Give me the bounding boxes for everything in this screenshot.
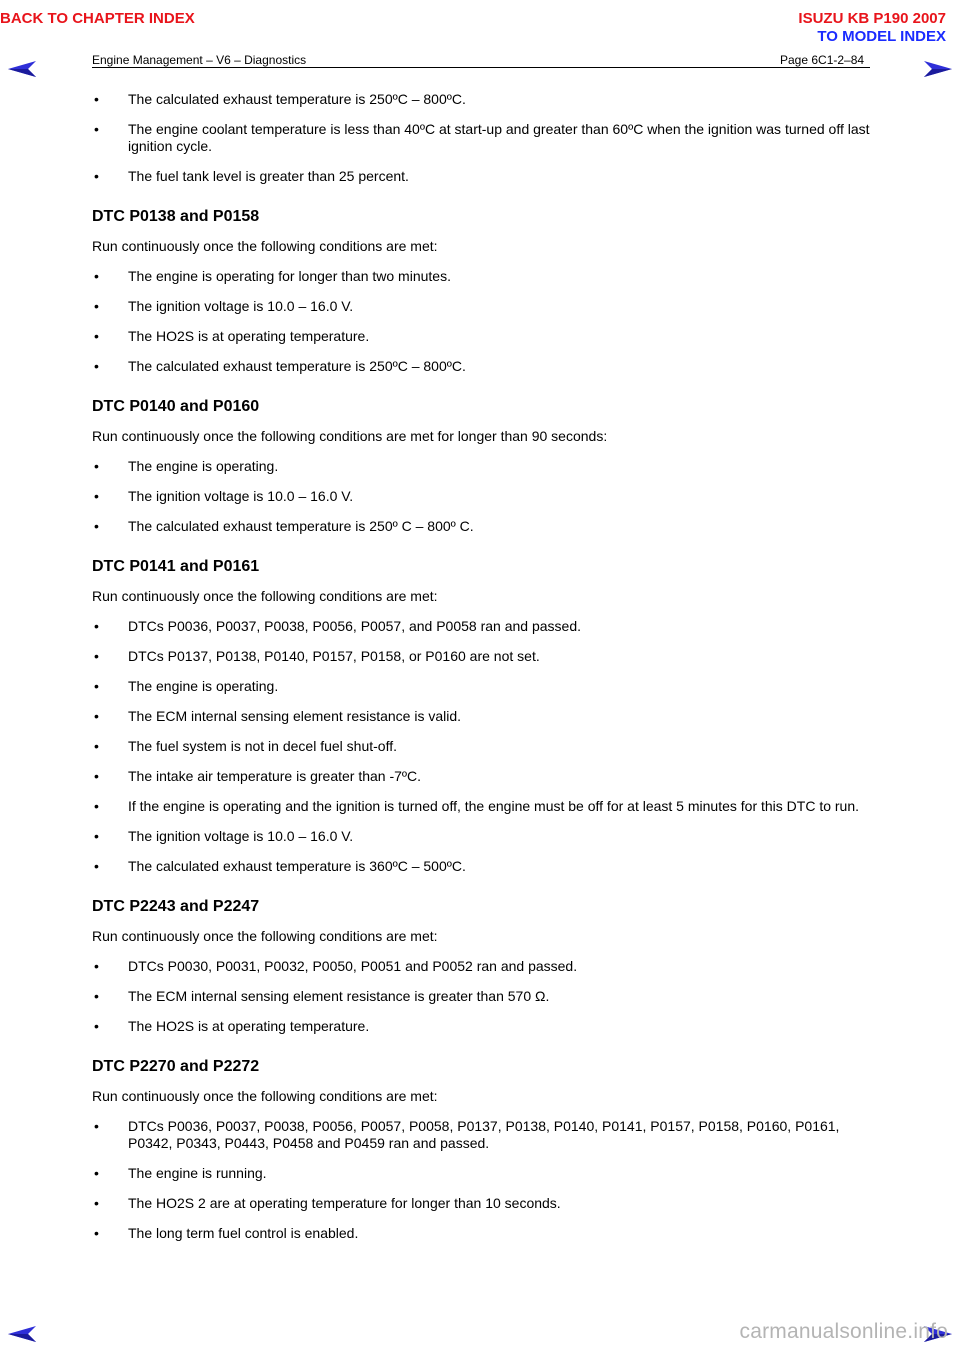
bullet-icon: • <box>94 618 99 634</box>
bullet-icon: • <box>94 168 99 184</box>
bullet-icon: • <box>94 328 99 344</box>
list-item <box>92 121 882 155</box>
section-dtc-p0140-p0160 <box>92 398 882 535</box>
bullet-icon: • <box>94 798 99 814</box>
model-title: ISUZU KB P190 2007 <box>798 10 946 27</box>
list-item <box>92 1018 882 1035</box>
list-item <box>92 708 882 725</box>
section-heading: DTC P2270 and P2272 <box>92 1058 260 1075</box>
list-item <box>92 828 882 845</box>
list-item <box>92 518 882 535</box>
list-item-text: The ECM internal sensing element resistance is valid. <box>128 708 462 724</box>
bullet-icon: • <box>94 1195 99 1211</box>
list-item-text: DTCs P0137, P0138, P0140, P0157, P0158, or P0160 are not set. <box>128 648 540 664</box>
list-item-text: The fuel tank level is greater than 25 percent. <box>128 168 409 184</box>
bullet-icon: • <box>94 828 99 844</box>
bullet-icon: • <box>94 298 99 314</box>
section-intro: Run continuously once the following conditions are met: <box>92 928 438 944</box>
section-heading: DTC P0141 and P0161 <box>92 558 260 575</box>
list-item <box>92 488 882 505</box>
section-dtc-p2270-p2272 <box>92 1058 882 1242</box>
bullet-icon: • <box>94 518 99 534</box>
bullet-icon: • <box>94 768 99 784</box>
running-header-title: Engine Management – V6 – Diagnostics <box>92 53 307 67</box>
top-bullet-list <box>92 91 882 185</box>
bullet-icon: • <box>94 488 99 504</box>
list-item-text: The fuel system is not in decel fuel shut-off. <box>128 738 397 754</box>
list-item <box>92 458 882 475</box>
list-item <box>92 168 882 185</box>
bullet-icon: • <box>94 678 99 694</box>
list-item <box>92 358 882 375</box>
list-item-text: The HO2S is at operating temperature. <box>128 1018 370 1034</box>
arrow-right-icon[interactable] <box>924 61 952 77</box>
watermark-text: carmanualsonline.info <box>739 1320 948 1343</box>
section-heading: DTC P2243 and P2247 <box>92 898 260 915</box>
header-rule <box>92 67 870 68</box>
bullet-icon: • <box>94 708 99 724</box>
list-item <box>92 91 882 108</box>
list-item-text: If the engine is operating and the ignition is turned off, the engine must be off for at least 5 minutes for this DTC to run. <box>128 798 860 814</box>
bullet-icon: • <box>94 1225 99 1241</box>
list-item-text: The engine is operating for longer than two minutes. <box>128 268 451 284</box>
section-intro: Run continuously once the following conditions are met: <box>92 588 438 604</box>
section-intro: Run continuously once the following conditions are met: <box>92 238 438 254</box>
section-dtc-p0138-p0158 <box>92 208 882 375</box>
list-item <box>92 1165 882 1182</box>
bullet-icon: • <box>94 988 99 1004</box>
list-item-text: The engine is operating. <box>128 458 279 474</box>
bullet-icon: • <box>94 1018 99 1034</box>
list-item <box>92 1225 882 1242</box>
section-dtc-p2243-p2247 <box>92 898 882 1035</box>
bullet-icon: • <box>94 121 99 137</box>
bullet-icon: • <box>94 738 99 754</box>
arrow-left-icon[interactable] <box>8 61 36 77</box>
bullet-icon: • <box>94 268 99 284</box>
list-item <box>92 678 882 695</box>
bullet-icon: • <box>94 458 99 474</box>
list-item-text: The HO2S is at operating temperature. <box>128 328 370 344</box>
list-item-text: The intake air temperature is greater than -7ºC. <box>128 768 422 784</box>
bullet-icon: • <box>94 1118 99 1134</box>
list-item <box>92 1195 882 1212</box>
list-item-text: The ignition voltage is 10.0 – 16.0 V. <box>128 488 354 504</box>
list-item <box>92 1118 882 1152</box>
section-heading: DTC P0138 and P0158 <box>92 208 260 225</box>
bullet-icon: • <box>94 958 99 974</box>
list-item-text: The engine is operating. <box>128 678 279 694</box>
list-item-text: The calculated exhaust temperature is 250ºC – 800ºC. <box>128 358 466 374</box>
section-intro: Run continuously once the following conditions are met: <box>92 1088 438 1104</box>
list-item-text: The calculated exhaust temperature is 250º C – 800º C. <box>128 518 474 534</box>
document-body <box>92 91 882 1255</box>
to-model-index-link[interactable]: TO MODEL INDEX <box>817 28 946 45</box>
bullet-icon: • <box>94 358 99 374</box>
list-item-text: The HO2S 2 are at operating temperature for longer than 10 seconds. <box>128 1195 561 1211</box>
bullet-icon: • <box>94 1165 99 1181</box>
list-item-text: The long term fuel control is enabled. <box>128 1225 359 1241</box>
page-number: Page 6C1-2–84 <box>780 53 865 67</box>
list-item-text: The ignition voltage is 10.0 – 16.0 V. <box>128 828 354 844</box>
list-item <box>92 858 882 875</box>
bullet-icon: • <box>94 648 99 664</box>
list-item <box>92 768 882 785</box>
model-index-block <box>798 10 946 46</box>
list-item <box>92 298 882 315</box>
section-intro: Run continuously once the following conditions are met for longer than 90 seconds: <box>92 428 608 444</box>
list-item-text: The ignition voltage is 10.0 – 16.0 V. <box>128 298 354 314</box>
list-item-text: DTCs P0030, P0031, P0032, P0050, P0051 and P0052 ran and passed. <box>128 958 578 974</box>
bullet-icon: • <box>94 91 99 107</box>
list-item <box>92 958 882 975</box>
list-item-text: DTCs P0036, P0037, P0038, P0056, P0057, P0058, P0137, P0138, P0140, P0141, P0157, P0158, P0160, P0161, P0342, P0343, P0443, P0458 and P0459 ran and passed. <box>128 1118 840 1151</box>
list-item-text: The calculated exhaust temperature is 250ºC – 800ºC. <box>128 91 466 107</box>
list-item-text: DTCs P0036, P0037, P0038, P0056, P0057, and P0058 ran and passed. <box>128 618 581 634</box>
list-item <box>92 268 882 285</box>
list-item-text: The ECM internal sensing element resistance is greater than 570 Ω. <box>128 988 550 1004</box>
arrow-left-icon[interactable] <box>8 1326 36 1342</box>
list-item <box>92 988 882 1005</box>
bullet-icon: • <box>94 858 99 874</box>
back-to-chapter-index-link[interactable]: BACK TO CHAPTER INDEX <box>0 10 195 27</box>
list-item-text: The engine coolant temperature is less than 40ºC at start-up and greater than 60ºC when the ignition was turned off last ignition cycle. <box>128 121 870 154</box>
list-item <box>92 618 882 635</box>
list-item <box>92 798 882 815</box>
section-heading: DTC P0140 and P0160 <box>92 398 260 415</box>
list-item-text: The calculated exhaust temperature is 360ºC – 500ºC. <box>128 858 466 874</box>
list-item <box>92 328 882 345</box>
section-dtc-p0141-p0161 <box>92 558 882 875</box>
list-item <box>92 738 882 755</box>
list-item-text: The engine is running. <box>128 1165 267 1181</box>
list-item <box>92 648 882 665</box>
